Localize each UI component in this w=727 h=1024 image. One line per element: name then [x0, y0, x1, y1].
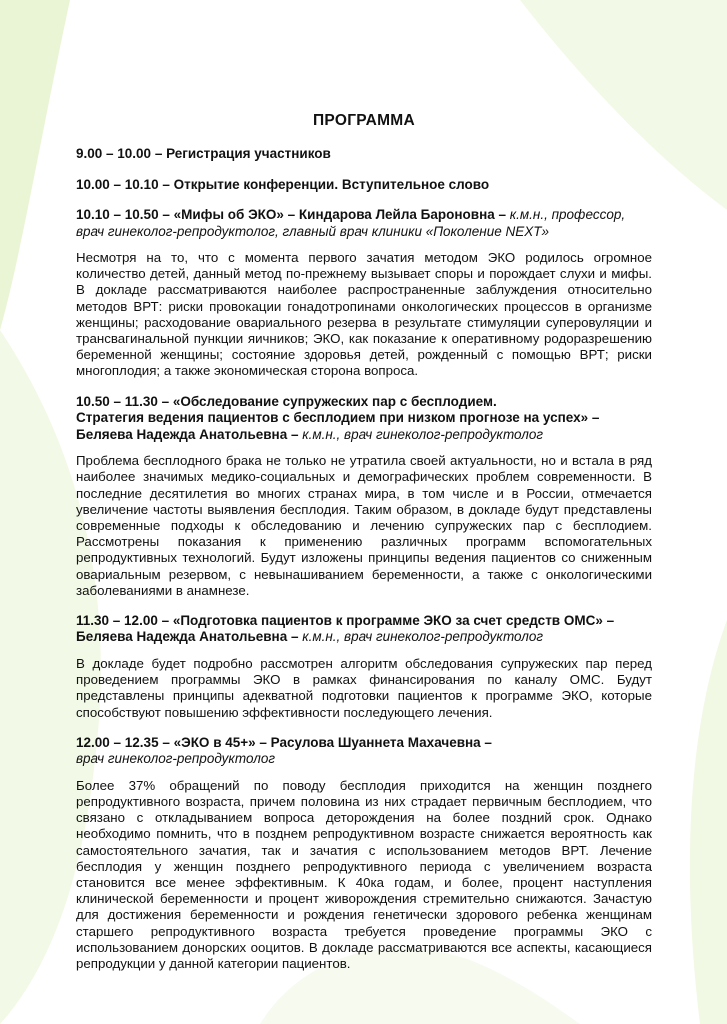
program-item-header: [76, 207, 652, 240]
program-item-title-line: 11.30 – 12.00 – «Подготовка пациентов к программе ЭКО за счет средств ОМС» –: [76, 612, 615, 628]
speaker-role: врач гинеколог-репродуктолог: [76, 751, 275, 767]
program-item-header: [76, 735, 652, 768]
program-item-title: 10.10 – 10.50 – «Мифы об ЭКО» – Киндарова Лейла Бароновна –: [76, 207, 507, 222]
program-heading: ПРОГРАММА: [312, 112, 415, 129]
program-item-infertility-examination: [76, 394, 652, 599]
program-item-opening: [76, 177, 652, 194]
program-item-ivf-myths: [76, 207, 652, 380]
program-item-description: В докладе будет подробно рассмотрен алгоритм обследования супружеских пар перед проведением программы ЭКО в рамках финансирования по каналу ОМС. Будут представлены принципы адекватной подготовки пациентов к программе ЭКО, которые способствуют повышению эффективности последующего лечения.: [76, 655, 652, 720]
program-item-title-line: Стратегия ведения пациентов с бесплодием при низком прогнозе на успех» –: [76, 410, 600, 426]
program-item-description: Более 37% обращений по поводу бесплодия приходится на женщин позднего репродуктивного возраста, причем половина из них страдает первичным бесплодием, что связано с откладыванием вопроса деторождения на более поздний срок. Однако необходимо помнить, что в позднем репродуктивном возрасте снижается вероятность как самостоятельного зачатия, так и зачатия с использованием методов ВРТ. Лечение бесплодия у женщин позднего репродуктивного периода с увеличением возраста становится все менее эффективным. К 40ка годам, и более, процент наступления клинической беременности и процент живорождения стремительно снижаются. Зачастую для достижения беременности и рождения генетически здорового ребенка женщинам старшего репродуктивного возраста требуется проведение программы ЭКО с использованием донорских ооцитов. В докладе рассматриваются все аспекты, касающиеся репродукции у данной категории пациентов.: [76, 777, 652, 971]
program-item-header: [76, 394, 652, 444]
program-item-oms-preparation: [76, 613, 652, 721]
speaker-role: к.м.н., врач гинеколог-репродуктолог: [302, 426, 544, 442]
speaker-role: к.м.н., врач гинеколог-репродуктолог: [302, 629, 544, 645]
program-document: [76, 112, 652, 986]
program-item-header: [76, 613, 652, 646]
program-item-title: 9.00 – 10.00 – Регистрация участников: [76, 146, 331, 161]
speaker-role: к.м.н., профессор, врач гинеколог-репродуктолог, главный врач клиники «Поколение NEXT»: [76, 207, 626, 239]
program-item-title: 10.00 – 10.10 – Открытие конференции. Вступительное слово: [76, 176, 490, 192]
program-item-description: Проблема бесплодного брака не только не утратила своей актуальности, но и встала в ряд наиболее значимых медико-социальных и демографических проблем современности. В последние десятилетия во многих странах мира, в том числе и в России, отмечается увеличение частоты выявления бесплодия. Таким образом, в докладе будут представлены современные подходы к обследованию и лечению супружеских пар с бесплодием. Рассмотрены показания к применению различных программ вспомогательных репродуктивных технологий. Будут изложены принципы ведения пациентов со сниженным овариальным резервом, с невынашиванием беременности, а также с онкологическими заболеваниями в анамнезе.: [76, 453, 652, 598]
program-item-ivf-45-plus: [76, 735, 652, 972]
speaker-name: Беляева Надежда Анатольевна –: [76, 629, 299, 645]
speaker-name: Беляева Надежда Анатольевна –: [76, 426, 299, 442]
program-item-registration: [76, 146, 652, 163]
program-item-description: Несмотря на то, что с момента первого зачатия методом ЭКО родилось огромное количество детей, данный метод по-прежнему вызывает споры и порождает слухи и мифы. В докладе рассматриваются наиболее распространенные заблуждения относительно методов ВРТ: риски провокации гонадотропинами онкологических процессов в организме женщины; расходование овариального резерва в результате стимуляции суперовуляции и трансвагинальной пункции яичников; ЭКО, как показание к оперативному родоразрешению беременной женщины; состояние здоровья детей, рожденный с помощью ВРТ; риски многоплодия; а также экономическая сторона вопроса.: [76, 250, 652, 379]
program-item-title: 12.00 – 12.35 – «ЭКО в 45+» – Расулова Шуаннета Махачевна –: [76, 734, 492, 750]
program-item-title-line: 10.50 – 11.30 – «Обследование супружеских пар с бесплодием.: [76, 393, 497, 409]
